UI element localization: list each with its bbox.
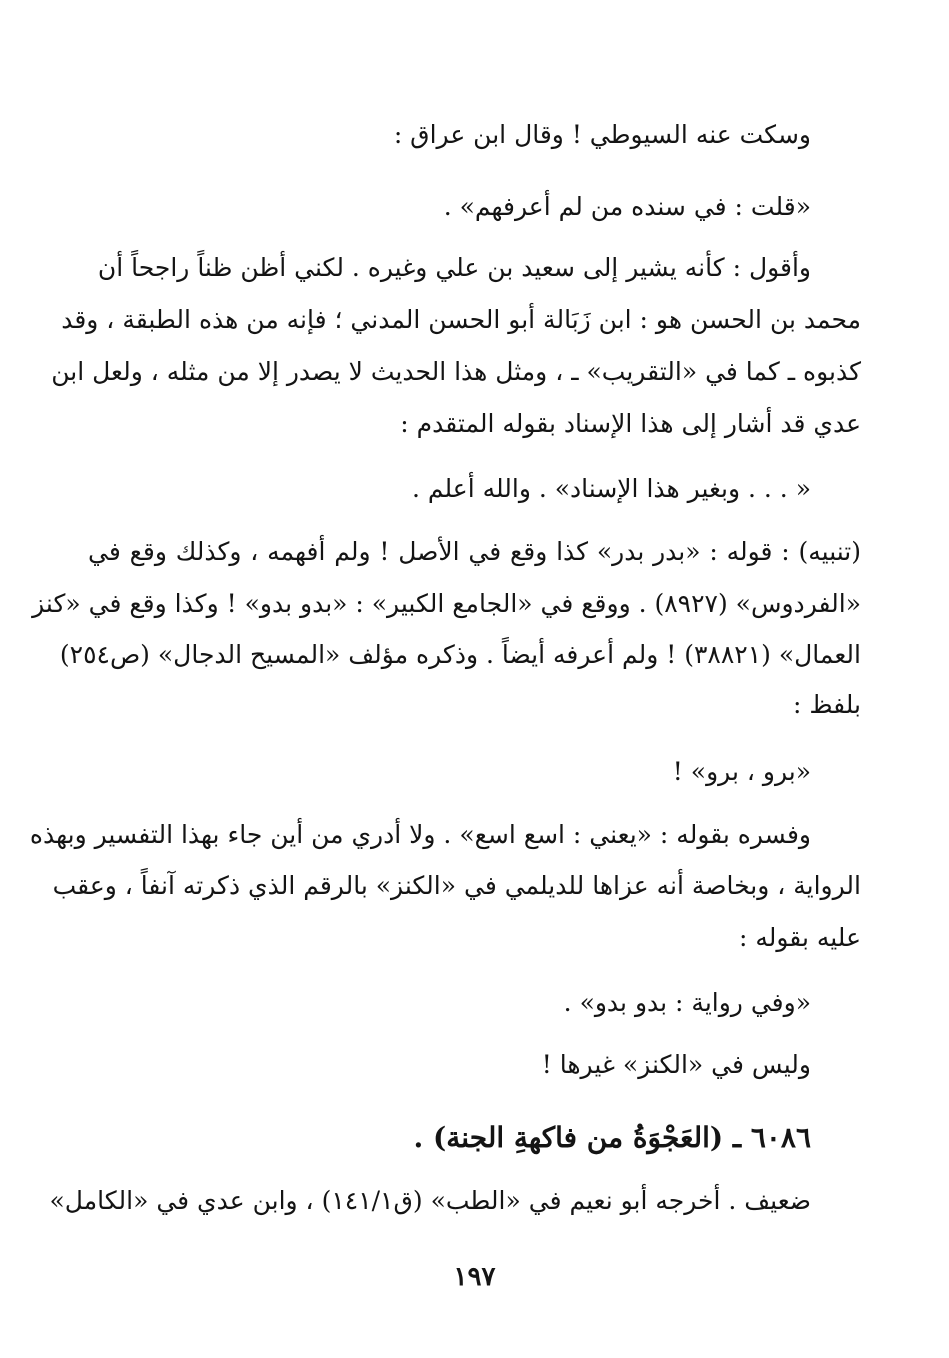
text-line: كذبوه ـ كما في «التقريب» ـ ، ومثل هذا الحديث لا يصدر إلا من مثله ، ولعل ابن [51,357,861,386]
text-line: محمد بن الحسن هو : ابن زَبَالة أبو الحسن المدني ؛ فإنه من هذه الطبقة ، وقد [61,305,861,334]
text-line: عليه بقوله : [739,923,861,952]
quote-line: «وفي رواية : بدو بدو» . [563,988,811,1017]
text-line: ضعيف . أخرجه أبو نعيم في «الطب» (ق١٤١/١) ، وابن عدي في «الكامل» [49,1186,811,1215]
quote-line: «قلت : في سنده من لم أعرفهم» . [443,192,811,221]
quote-line: « . . . وبغير هذا الإسناد» . والله أعلم . [411,474,811,503]
text-line: العمال» (٣٨٨٢١) ! ولم أعرفه أيضاً . وذكره مؤلف «المسيح الدجال» (ص٢٥٤) [59,640,861,669]
text-line: «الفردوس» (٨٩٢٧) . ووقع في «الجامع الكبير» : «بدو بدو» ! وكذا وقع في «كنز [32,589,861,618]
page-number: ١٩٧ [453,1262,496,1292]
quote-line: «برو ، برو» ! [672,757,811,786]
hadith-heading: ٦٠٨٦ ـ (العَجْوَةُ من فاكهةِ الجنة) . [413,1121,811,1154]
text-line: عدي قد أشار إلى هذا الإسناد بقوله المتقدم : [400,409,861,438]
text-line: وسكت عنه السيوطي ! وقال ابن عراق : [393,120,811,149]
text-line: بلفظ : [793,690,861,719]
text-line: الرواية ، وبخاصة أنه عزاها للديلمي في «الكنز» بالرقم الذي ذكرته آنفاً ، وعقب [52,871,861,900]
text-line: (تنبيه) : قوله : «بدر بدر» كذا وقع في الأصل ! ولم أفهمه ، وكذلك وقع في [88,537,861,566]
text-line: وأقول : كأنه يشير إلى سعيد بن علي وغيره . لكني أظن ظناً راجحاً أن [97,253,811,282]
text-line: وليس في «الكنز» غيرها ! [541,1050,811,1079]
text-line: وفسره بقوله : «يعني : اسع اسع» . ولا أدري من أين جاء بهذا التفسير وبهذه [29,820,811,849]
